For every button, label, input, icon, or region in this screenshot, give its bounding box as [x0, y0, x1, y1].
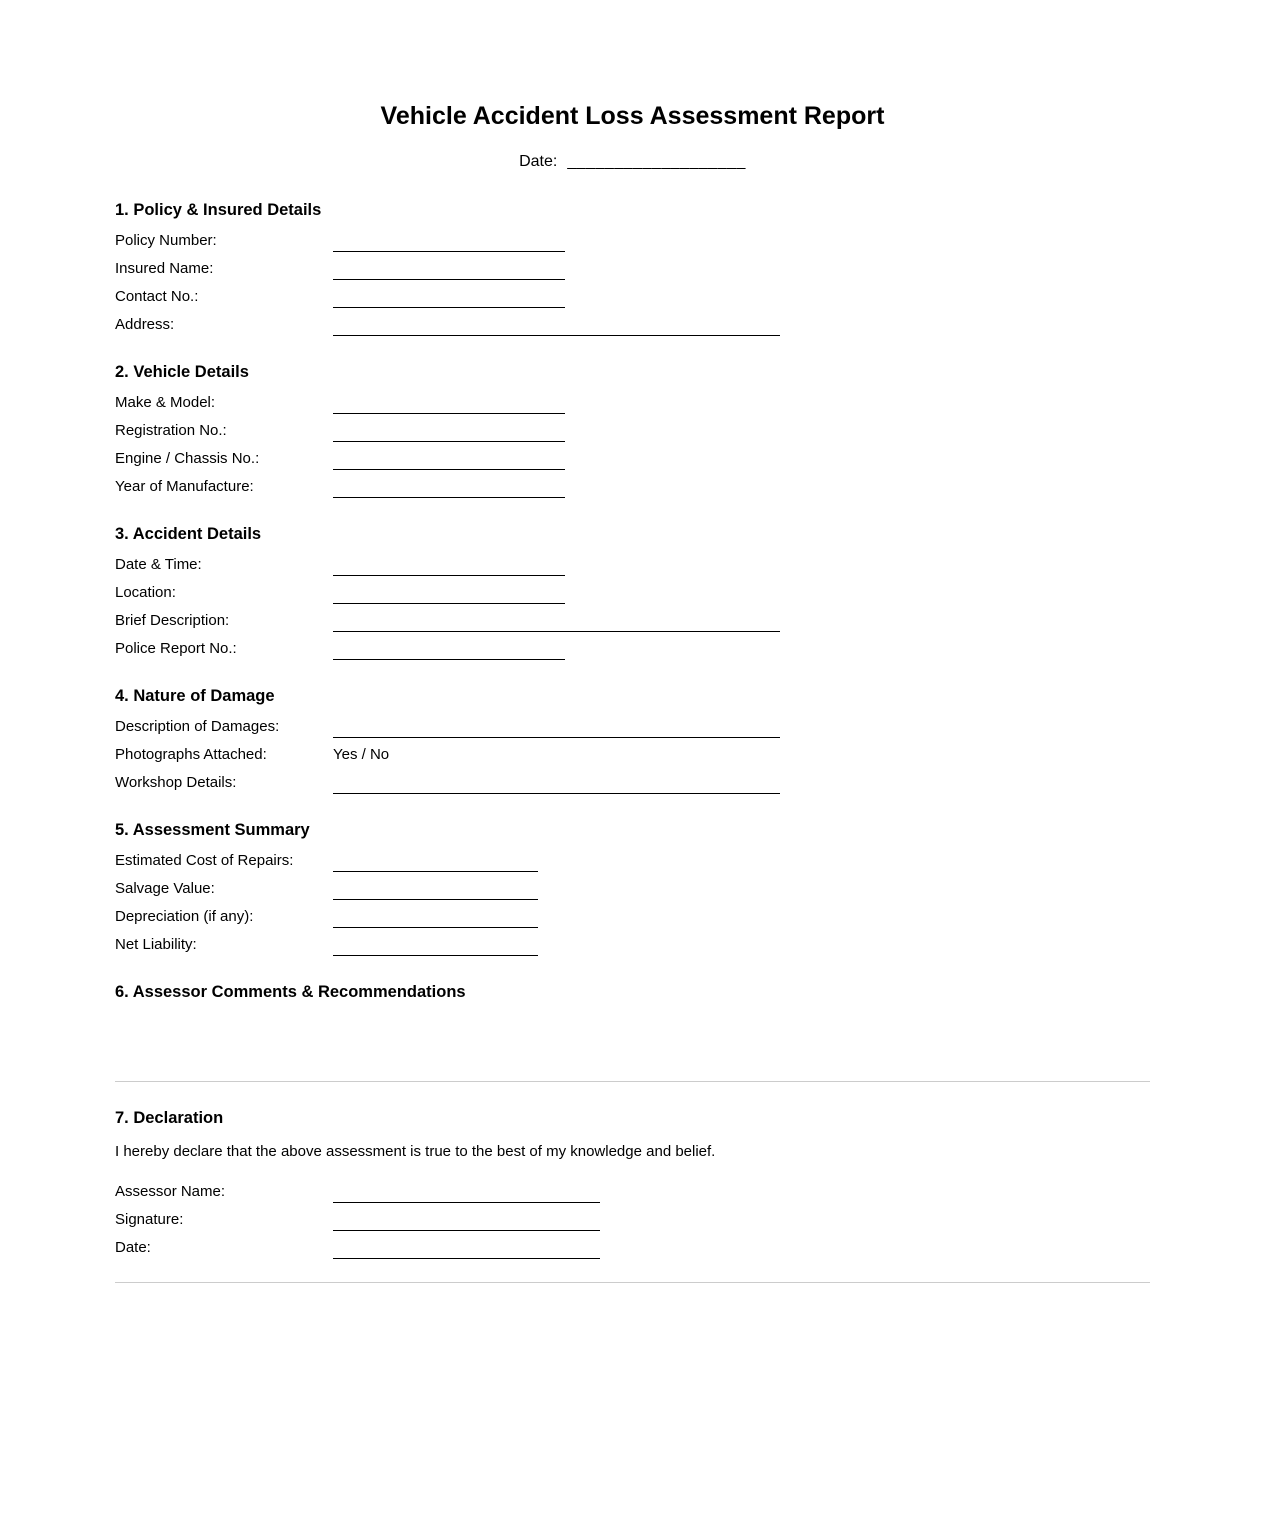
field-row: [115, 473, 1150, 501]
location-field-line[interactable]: [333, 579, 565, 604]
field-row: [115, 417, 1150, 445]
estimated-cost-of-repairs-field-line[interactable]: [333, 847, 538, 872]
field-label: Workshop Details:: [115, 774, 237, 791]
field-label: Location:: [115, 584, 176, 601]
header-date-fill-line[interactable]: ___________________: [567, 153, 746, 170]
field-row: [115, 607, 1150, 635]
field-label: Insured Name:: [115, 260, 214, 277]
field-row: [115, 255, 1150, 283]
address-field-line[interactable]: [333, 311, 780, 336]
section-accident-details: [115, 524, 1150, 663]
field-label: Engine / Chassis No.:: [115, 450, 260, 467]
field-row: [115, 931, 1150, 959]
field-label: Year of Manufacture:: [115, 478, 254, 495]
field-row: [115, 227, 1150, 255]
field-row: [115, 579, 1150, 607]
section-assessor-comments: [115, 982, 1150, 1081]
field-row: [115, 1234, 1150, 1262]
field-label: Make & Model:: [115, 394, 216, 411]
section-heading: 5. Assessment Summary: [115, 821, 310, 839]
workshop-details-field-line[interactable]: [333, 769, 780, 794]
declaration-text: I hereby declare that the above assessment is true to the best of my knowledge and belief.: [115, 1143, 716, 1160]
page-title: Vehicle Accident Loss Assessment Report: [380, 102, 885, 130]
section-heading: 7. Declaration: [115, 1109, 224, 1127]
section-heading: 4. Nature of Damage: [115, 687, 275, 705]
field-label: Brief Description:: [115, 612, 230, 629]
section-heading: 3. Accident Details: [115, 525, 262, 543]
year-of-manufacture-field-line[interactable]: [333, 473, 565, 498]
policy-number-field-line[interactable]: [333, 227, 565, 252]
photographs-attached-value: Yes / No: [333, 746, 390, 763]
field-row: [115, 741, 1150, 769]
accident-date-time-field-line[interactable]: [333, 551, 565, 576]
field-label: Depreciation (if any):: [115, 908, 254, 925]
field-row: [115, 389, 1150, 417]
section-vehicle-details: [115, 362, 1150, 501]
section-heading: 1. Policy & Insured Details: [115, 201, 322, 219]
field-row: [115, 445, 1150, 473]
registration-no-field-line[interactable]: [333, 417, 565, 442]
make-model-field-line[interactable]: [333, 389, 565, 414]
field-label: Salvage Value:: [115, 880, 215, 897]
comments-area[interactable]: [115, 1009, 1150, 1081]
field-label: Police Report No.:: [115, 640, 237, 657]
engine-chassis-no-field-line[interactable]: [333, 445, 565, 470]
declaration-date-field-line[interactable]: [333, 1234, 600, 1259]
field-row: [115, 713, 1150, 741]
field-row: [115, 551, 1150, 579]
field-row: [115, 283, 1150, 311]
field-row: [115, 311, 1150, 339]
header-date-label: Date:: [519, 153, 558, 170]
field-label: Description of Damages:: [115, 718, 280, 735]
field-label: Net Liability:: [115, 936, 197, 953]
section-policy-insured-details: [115, 200, 1150, 339]
net-liability-field-line[interactable]: [333, 931, 538, 956]
section-heading: 2. Vehicle Details: [115, 363, 249, 381]
depreciation-field-line[interactable]: [333, 903, 538, 928]
header-date-line: [115, 152, 1150, 171]
page-end-divider: [115, 1282, 1150, 1283]
field-label: Estimated Cost of Repairs:: [115, 852, 294, 869]
field-label: Photographs Attached:: [115, 746, 267, 763]
field-row: [115, 769, 1150, 797]
section-heading: 6. Assessor Comments & Recommendations: [115, 983, 466, 1001]
assessor-name-field-line[interactable]: [333, 1178, 600, 1203]
field-label: Date & Time:: [115, 556, 202, 573]
salvage-value-field-line[interactable]: [333, 875, 538, 900]
description-of-damages-field-line[interactable]: [333, 713, 780, 738]
field-label: Policy Number:: [115, 232, 217, 249]
field-row: [115, 1206, 1150, 1234]
field-label: Date:: [115, 1239, 151, 1256]
signature-field-line[interactable]: [333, 1206, 600, 1231]
field-row: [115, 1178, 1150, 1206]
field-row: [115, 847, 1150, 875]
police-report-no-field-line[interactable]: [333, 635, 565, 660]
section-declaration: [115, 1108, 1150, 1262]
field-row: [115, 903, 1150, 931]
section-divider: [115, 1081, 1150, 1082]
field-label: Assessor Name:: [115, 1183, 226, 1200]
section-nature-of-damage: [115, 686, 1150, 797]
section-assessment-summary: [115, 820, 1150, 959]
brief-description-field-line[interactable]: [333, 607, 780, 632]
spacer: [115, 1262, 1150, 1282]
field-row: [115, 635, 1150, 663]
field-label: Registration No.:: [115, 422, 227, 439]
field-label: Contact No.:: [115, 288, 199, 305]
field-label: Signature:: [115, 1211, 184, 1228]
insured-name-field-line[interactable]: [333, 255, 565, 280]
contact-no-field-line[interactable]: [333, 283, 565, 308]
field-label: Address:: [115, 316, 175, 333]
field-row: [115, 875, 1150, 903]
